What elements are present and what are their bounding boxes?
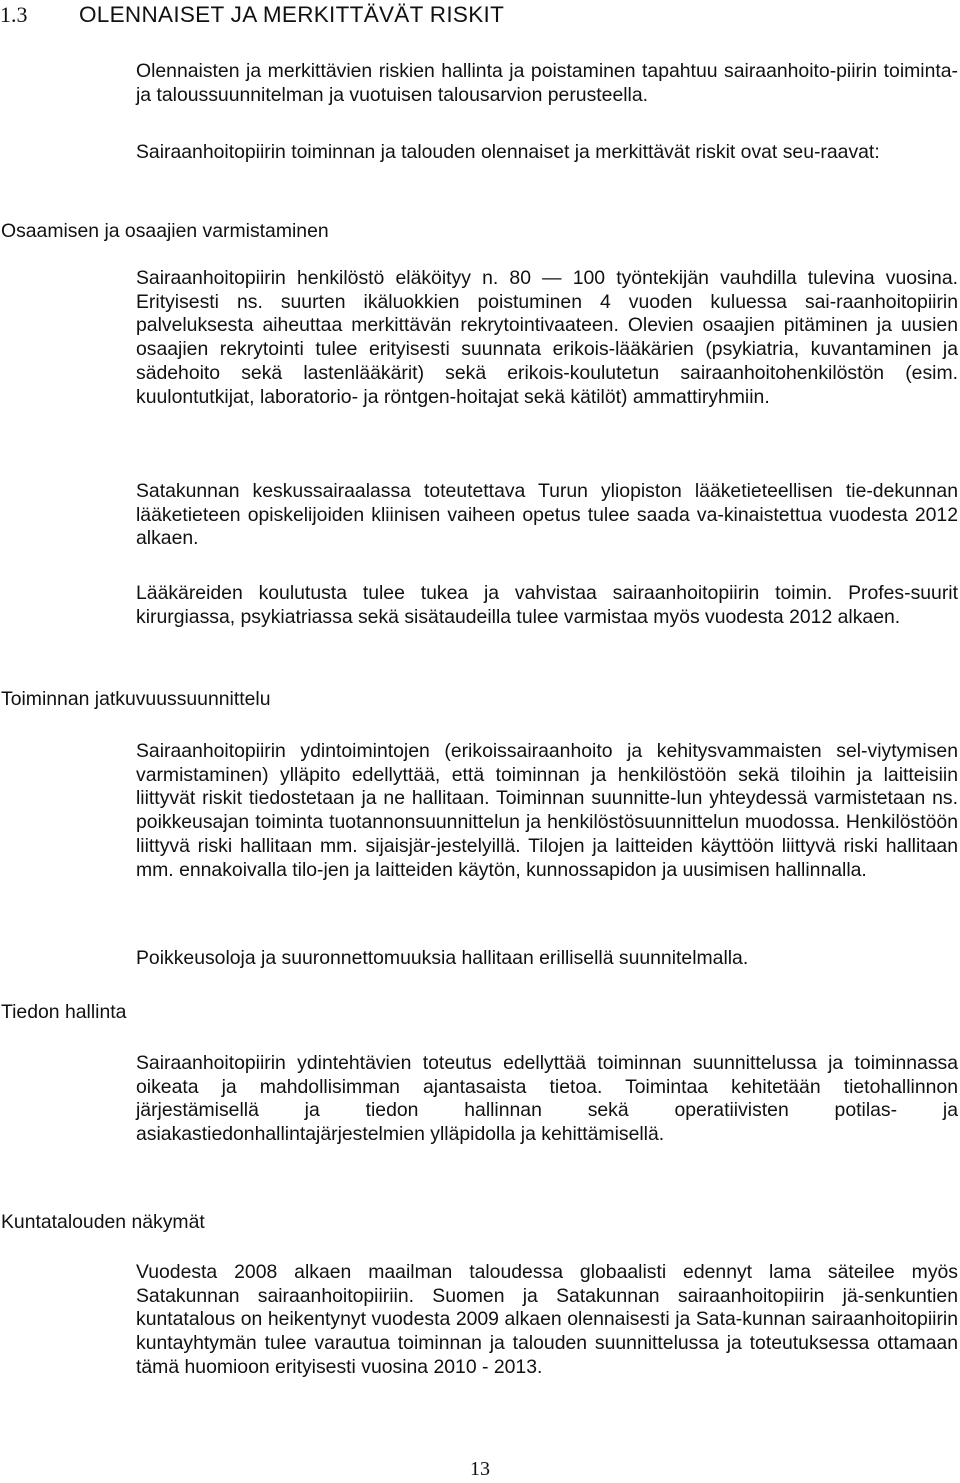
jatkuvuus-paragraph-2: Poikkeusoloja ja suuronnettomuuksia hallitaan erillisellä suunnitelmalla. <box>136 947 749 969</box>
section-title: OLENNAISET JA MERKITTÄVÄT RISKIT <box>79 2 505 27</box>
intro-paragraph-2: Sairaanhoitopiirin toiminnan ja talouden olennaiset ja merkittävät riskit ovat seu-raavat: <box>136 141 880 163</box>
subheading-tiedon: Tiedon hallinta <box>1 1001 127 1023</box>
page-number: 13 <box>470 1458 490 1480</box>
subheading-jatkuvuus: Toiminnan jatkuvuussuunnittelu <box>1 688 271 710</box>
subheading-kuntatalous: Kuntatalouden näkymät <box>1 1211 205 1233</box>
jatkuvuus-paragraph-1: Sairaanhoitopiirin ydintoimintojen (erikoissairaanhoito ja kehitysvammaisten sel-viytymisen varmistaminen) ylläpito edellyttää, että toiminnan ja henkilöstöön sekä tiloihin ja laitteisiin liittyvät riskit tiedostetaan ja ne hallitaan. Toiminnan suunnitte-lun yhteydessä varmistetaan ns. poikkeusajan toiminta tuotannonsuunnittelun ja henkilöstösuunnittelun muodossa. Henkilöstöön liittyvä riski hallitaan mm. sijaisjär-jestelyillä. Tilojen ja laitteiden käyttöön liittyvä riski hallitaan mm. ennakoivalla tilo-jen ja laitteiden käytön, kunnossapidon ja uusimisen hallinnalla. <box>136 740 958 881</box>
subheading-osaaminen: Osaamisen ja osaajien varmistaminen <box>1 220 329 242</box>
section-number: 1.3 <box>0 2 28 27</box>
kuntatalous-paragraph-1: Vuodesta 2008 alkaen maailman taloudessa globaalisti edennyt lama säteilee myös Satakunnan sairaanhoitopiiriin. Suomen ja Satakunnan sairaanhoitopiirin jä-senkuntien kuntatalous on heikentynyt vuodesta 2009 alkaen olennaisesti ja Sata-kunnan sairaanhoitopiirin kuntayhtymän tulee varautua toiminnan ja talouden suunnittelussa ja toteutuksessa ottamaan tämä huomioon erityisesti vuosina 2010 - 2013. <box>136 1261 958 1378</box>
osaaminen-paragraph-1: Sairaanhoitopiirin henkilöstö eläköityy n. 80 — 100 työntekijän vauhdilla tulevina vuosina. Erityisesti ns. suurten ikäluokkien poistuminen 4 vuoden kuluessa sai-raanhoitopiirin palveluksesta aiheuttaa merkittävän rekrytointivaateen. Olevien osaajien pitäminen ja uusien osaajien rekrytointi tulee erityisesti suunnata erikois-lääkärien (psykiatria, kuvantaminen ja sädehoito sekä lastenlääkärit) sekä erikois-koulutetun sairaanhoitohenkilöstön (esim. kuulontutkijat, laboratorio- ja röntgen-hoitajat sekä kätilöt) ammattiryhmiin. <box>136 267 958 408</box>
tiedon-paragraph-1: Sairaanhoitopiirin ydintehtävien toteutus edellyttää toiminnan suunnittelussa ja toiminnassa oikeata ja mahdollisimman ajantasaista tietoa. Toimintaa kehitetään tietohallinnon järjestämisellä ja tiedon hallinnan sekä operatiivisten potilas- ja asiakastiedonhallintajärjestelmien ylläpidolla ja kehittämisellä. <box>136 1052 958 1146</box>
intro-paragraph-1: Olennaisten ja merkittävien riskien hallinta ja poistaminen tapahtuu sairaanhoito-piirin toiminta- ja taloussuunnitelman ja vuotuisen talousarvion perusteella. <box>136 60 958 106</box>
osaaminen-paragraph-2: Satakunnan keskussairaalassa toteutettava Turun yliopiston lääketieteellisen tie-dekunnan lääketieteen opiskelijoiden kliinisen vaiheen opetus tulee saada va-kinaistettua vuodesta 2012 alkaen. <box>136 480 958 550</box>
osaaminen-paragraph-3: Lääkäreiden koulutusta tulee tukea ja vahvistaa sairaanhoitopiirin toimin. Profes-suurit kirurgiassa, psykiatriassa sekä sisätaudeilla tulee varmistaa myös vuodesta 2012 alkaen. <box>136 582 958 628</box>
